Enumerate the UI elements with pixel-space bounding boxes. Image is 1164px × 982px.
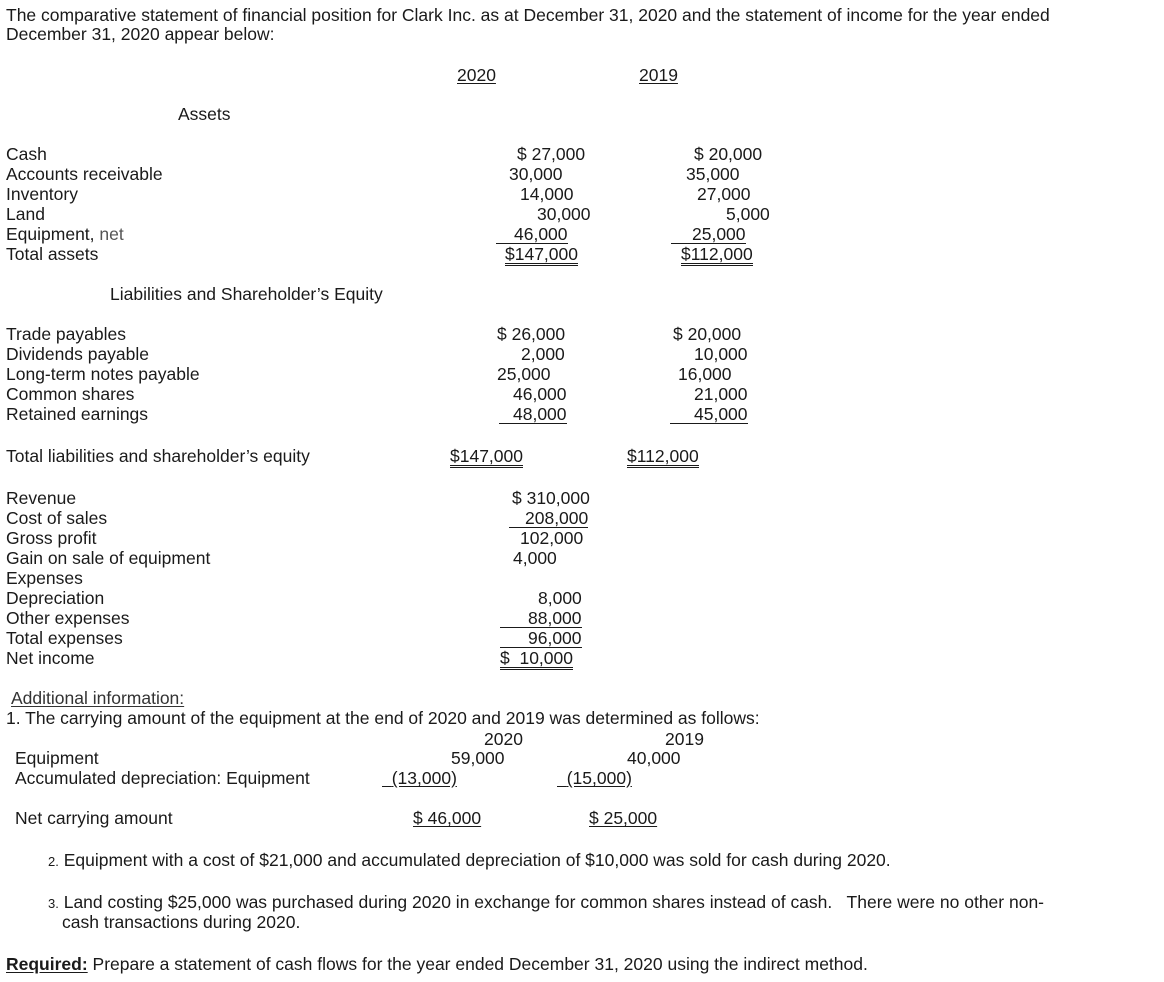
income-value: 208,000 bbox=[509, 508, 588, 528]
income-value: $ 310,000 bbox=[512, 488, 590, 508]
asset-total-2020: $147,000 bbox=[505, 244, 578, 264]
carrying-value-2019: (15,000) bbox=[566, 768, 632, 788]
liability-value-2019: 21,000 bbox=[694, 384, 748, 404]
required-text: Required: Prepare a statement of cash flows for the year ended December 31, 2020 using the indirect method. bbox=[6, 954, 868, 974]
income-label: Depreciation bbox=[6, 588, 105, 608]
liability-value-2020: 2,000 bbox=[521, 344, 565, 364]
asset-label: Accounts receivable bbox=[6, 164, 163, 184]
column-header-2019: 2019 bbox=[639, 65, 678, 85]
liability-label: Trade payables bbox=[6, 324, 126, 344]
carrying-label: Equipment bbox=[15, 748, 99, 768]
carrying-label: Net carrying amount bbox=[15, 808, 173, 828]
income-value: 8,000 bbox=[538, 588, 582, 608]
required-label: Required: bbox=[6, 954, 88, 974]
asset-value-2019: 5,000 bbox=[726, 204, 770, 224]
asset-value-2020: 14,000 bbox=[520, 184, 574, 204]
income-label: Net income bbox=[6, 648, 95, 668]
additional-item-1: 1. The carrying amount of the equipment at the end of 2020 and 2019 was determined as follows: bbox=[6, 708, 760, 728]
liability-label: Common shares bbox=[6, 384, 135, 404]
asset-label: Land bbox=[6, 204, 45, 224]
additional-col-2019: 2019 bbox=[665, 729, 704, 749]
assets-heading: Assets bbox=[178, 104, 231, 124]
liability-value-2019: $ 20,000 bbox=[673, 324, 742, 344]
income-value: 96,000 bbox=[500, 628, 582, 648]
asset-value-2019: $ 20,000 bbox=[694, 144, 763, 164]
income-value: 88,000 bbox=[500, 608, 582, 628]
asset-value-2020: 30,000 bbox=[537, 204, 591, 224]
asset-label-suffix: net bbox=[99, 224, 124, 244]
liability-label: Long-term notes payable bbox=[6, 364, 200, 384]
income-label: Revenue bbox=[6, 488, 77, 508]
income-label: Gain on sale of equipment bbox=[6, 548, 211, 568]
asset-label: Equipment, net bbox=[6, 224, 124, 244]
asset-value-2019: 27,000 bbox=[697, 184, 751, 204]
liability-value-2019: 16,000 bbox=[678, 364, 732, 384]
asset-label: Inventory bbox=[6, 184, 78, 204]
asset-total-2019: $112,000 bbox=[681, 244, 753, 264]
carrying-value-2020: (13,000) bbox=[391, 768, 457, 788]
carrying-label: Accumulated depreciation: Equipment bbox=[15, 768, 310, 788]
asset-value-2019: 25,000 bbox=[671, 224, 746, 244]
total-liabilities-2019: $112,000 bbox=[627, 446, 699, 466]
additional-item-3: 3. Land costing $25,000 was purchased during 2020 in exchange for common shares instead of cash. There were no other non- bbox=[48, 892, 1045, 912]
total-liabilities-2020: $147,000 bbox=[450, 446, 523, 466]
carrying-value-2019: 40,000 bbox=[627, 748, 681, 768]
asset-value-2020: $ 27,000 bbox=[517, 144, 586, 164]
income-label: Total expenses bbox=[6, 628, 123, 648]
additional-heading: Additional information: bbox=[11, 688, 185, 708]
liability-value-2020: 48,000 bbox=[499, 404, 567, 424]
income-value: 4,000 bbox=[513, 548, 557, 568]
asset-value-2020: 46,000 bbox=[496, 224, 568, 244]
liabilities-heading: Liabilities and Shareholder’s Equity bbox=[110, 284, 383, 304]
asset-value-2020: 30,000 bbox=[509, 164, 563, 184]
liability-value-2019: 10,000 bbox=[694, 344, 748, 364]
income-label: Cost of sales bbox=[6, 508, 108, 528]
liability-value-2020: 46,000 bbox=[513, 384, 567, 404]
additional-item-3-cont: cash transactions during 2020. bbox=[62, 912, 301, 932]
column-header-2020: 2020 bbox=[457, 65, 496, 85]
liability-value-2020: $ 26,000 bbox=[497, 324, 566, 344]
total-liabilities-label: Total liabilities and shareholder’s equity bbox=[6, 446, 310, 466]
carrying-value-2020: $ 46,000 bbox=[413, 808, 482, 828]
income-value: 102,000 bbox=[520, 528, 584, 548]
additional-item-2: 2. Equipment with a cost of $21,000 and accumulated depreciation of $10,000 was sold for cash during 2020. bbox=[48, 850, 891, 870]
income-label: Expenses bbox=[6, 568, 83, 588]
liability-label: Dividends payable bbox=[6, 344, 150, 364]
asset-label: Total assets bbox=[6, 244, 99, 264]
intro-line-2: December 31, 2020 appear below: bbox=[6, 24, 275, 44]
net-income-value: $ 10,000 bbox=[500, 648, 573, 668]
income-label: Gross profit bbox=[6, 528, 97, 548]
asset-value-2019: 35,000 bbox=[686, 164, 740, 184]
liability-label: Retained earnings bbox=[6, 404, 149, 424]
additional-col-2020: 2020 bbox=[484, 729, 523, 749]
intro-line-1: The comparative statement of financial position for Clark Inc. as at December 31, 2020 and the statement of income for the year ended bbox=[6, 5, 1050, 25]
carrying-value-2019: $ 25,000 bbox=[589, 808, 658, 828]
liability-value-2020: 25,000 bbox=[497, 364, 551, 384]
asset-label: Cash bbox=[6, 144, 47, 164]
carrying-value-2020: 59,000 bbox=[451, 748, 505, 768]
income-label: Other expenses bbox=[6, 608, 130, 628]
liability-value-2019: 45,000 bbox=[670, 404, 748, 424]
